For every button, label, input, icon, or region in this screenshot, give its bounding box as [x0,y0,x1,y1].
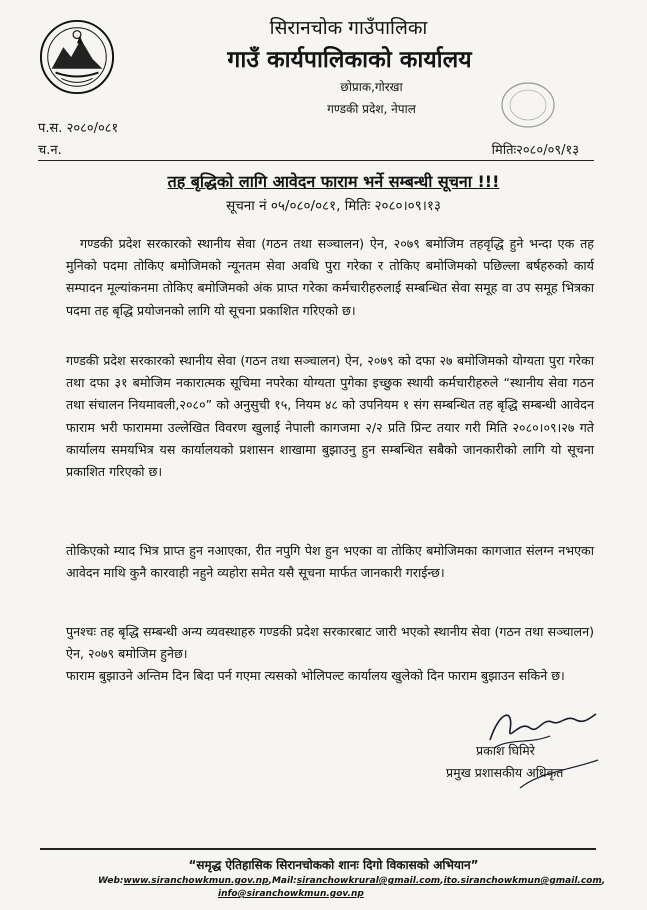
footer-divider [40,848,596,850]
email-link-3[interactable]: info@siranchowkmun.gov.np [218,889,364,899]
footer-contact-line-2 [218,889,364,899]
office-stamp-icon [498,78,558,132]
body-paragraph-2 [66,350,594,483]
paragraph-text: गण्डकी प्रदेश सरकारको स्थानीय सेवा (गठन तथा सञ्चालन) ऐन, २०७९ बमोजिम तहवृद्धि हुने भन्दा एक तह मुनिको पदमा तोकिए बमोजिमको न्यूनतम सेवा अवधि पुरा गरेका र तोकिए बमोजिमको पछिल्ला बर्षहरुको कार्य सम्पादन मूल्यांकनमा तोकिए बमोजिमको अंक प्राप्त गरेका कर्मचारीहरुलाई सम्बन्धित सेवा समूह वा उप समूह भित्रका पदमा तह बृद्धि प्रयोजनको लागि यो सूचना प्रकाशित गरिएको छ। [66,236,594,318]
dispatch-number: च.न. [38,143,62,158]
paragraph-text: तोकिएको म्याद भित्र प्राप्त हुन नआएका, रीत नपुगि पेश हुन भएका वा तोकिए बमोजिमका कागजात संलग्न नभएका आवेदन माथि कुनै कारवाही नहुने व्यहोरा समेत यसै सूचना मार्फत जानकारी गराईन्छ। [66,543,594,581]
notice-title: तह बृद्धिको लागि आवेदन फाराम भर्ने सम्बन्धी सूचना !!! [167,172,500,191]
mail-label: Mail: [271,876,297,886]
header-divider [38,160,594,161]
office-name: गाउँ कार्यपालिकाको कार्यालय [227,47,472,73]
email-link-2[interactable]: ito.siranchowkmun@gmail.com [443,876,602,886]
body-paragraph-1 [66,233,594,322]
signatory-designation: प्रमुख प्रशासकीय अधिकृत [446,765,564,780]
office-province: गण्डकी प्रदेश, नेपाल [327,102,416,116]
postscript-note: फाराम बुझाउने अन्तिम दिन बिदा पर्न गएमा त्यसको भोलिपल्ट कार्यालय खुलेको दिन फाराम बुझाउन सकिने छ। [66,668,565,684]
paragraph-text: गण्डकी प्रदेश सरकारको स्थानीय सेवा (गठन तथा सञ्चालन) ऐन, २०७९ को दफा २७ बमोजिमको योग्यता पुरा गरेका तथा दफा ३१ बमोजिम नकारात्मक सूचिमा नपरेका योग्यता पुगेका इच्छुक स्थायी कर्मचारीहरुले “स्थानीय सेवा गठन तथा संचालन नियमावली,२०८०” को अनुसुची १५, नियम ४८ को उपनियम १ संग सम्बन्धित तह बृद्धि सम्बन्धी आवेदन फाराम भरी फाराममा उल्लेखित विवरण खुलाई नेपाली कागजमा २/२ प्रति प्रिन्ट तयार गरी मिति २०८०।०९।२७ गते कार्यालय समयभित्र यस कार्यालयको प्रशासन शाखामा बुझाउनु हुन सम्बन्धित सबैको जानकारीको लागि यो सूचना प्रकाशित गरिएको छ। [66,353,594,480]
body-paragraph-4 [66,621,594,688]
reference-number: प.स. २०८०/०८१ [38,121,119,136]
footer-motto: “समृद्ध ऐतिहासिक सिरानचोकको शानः दिगो विकासको अभियान” [188,858,479,872]
letter-date: मितिः२०८०/०९/१३ [491,143,579,158]
office-location: छोप्राक,गोरखा [340,80,403,94]
municipality-name: सिरानचोक गाउँपालिका [269,17,428,39]
email-link-1[interactable]: siranchowkrural@gmail.com [296,876,441,886]
website-link[interactable]: www.siranchowkmun.gov.np [123,876,269,886]
web-label: Web: [98,876,124,886]
footer-contact-line: Web:www.siranchowkmun.gov.np,Mail:siranchowkrural@gmail.com,ito.siranchowkmun@gmail.com, [98,876,606,886]
body-paragraph-3 [66,540,594,584]
postscript-text: पुनश्चः तह बृद्धि सम्बन्धी अन्य व्यवस्थाहरु गण्डकी प्रदेश सरकारबाट जारी भएको स्थानीय सेवा (गठन तथा सञ्चालन) ऐन, २०७९ बमोजिम हुनेछ। [66,624,594,662]
signatory-name: प्रकाश घिमिरे [476,743,535,758]
notice-subtitle: सूचना नं ०५/०८०/०८१, मितिः २०८०।०९।१३ [226,198,441,214]
